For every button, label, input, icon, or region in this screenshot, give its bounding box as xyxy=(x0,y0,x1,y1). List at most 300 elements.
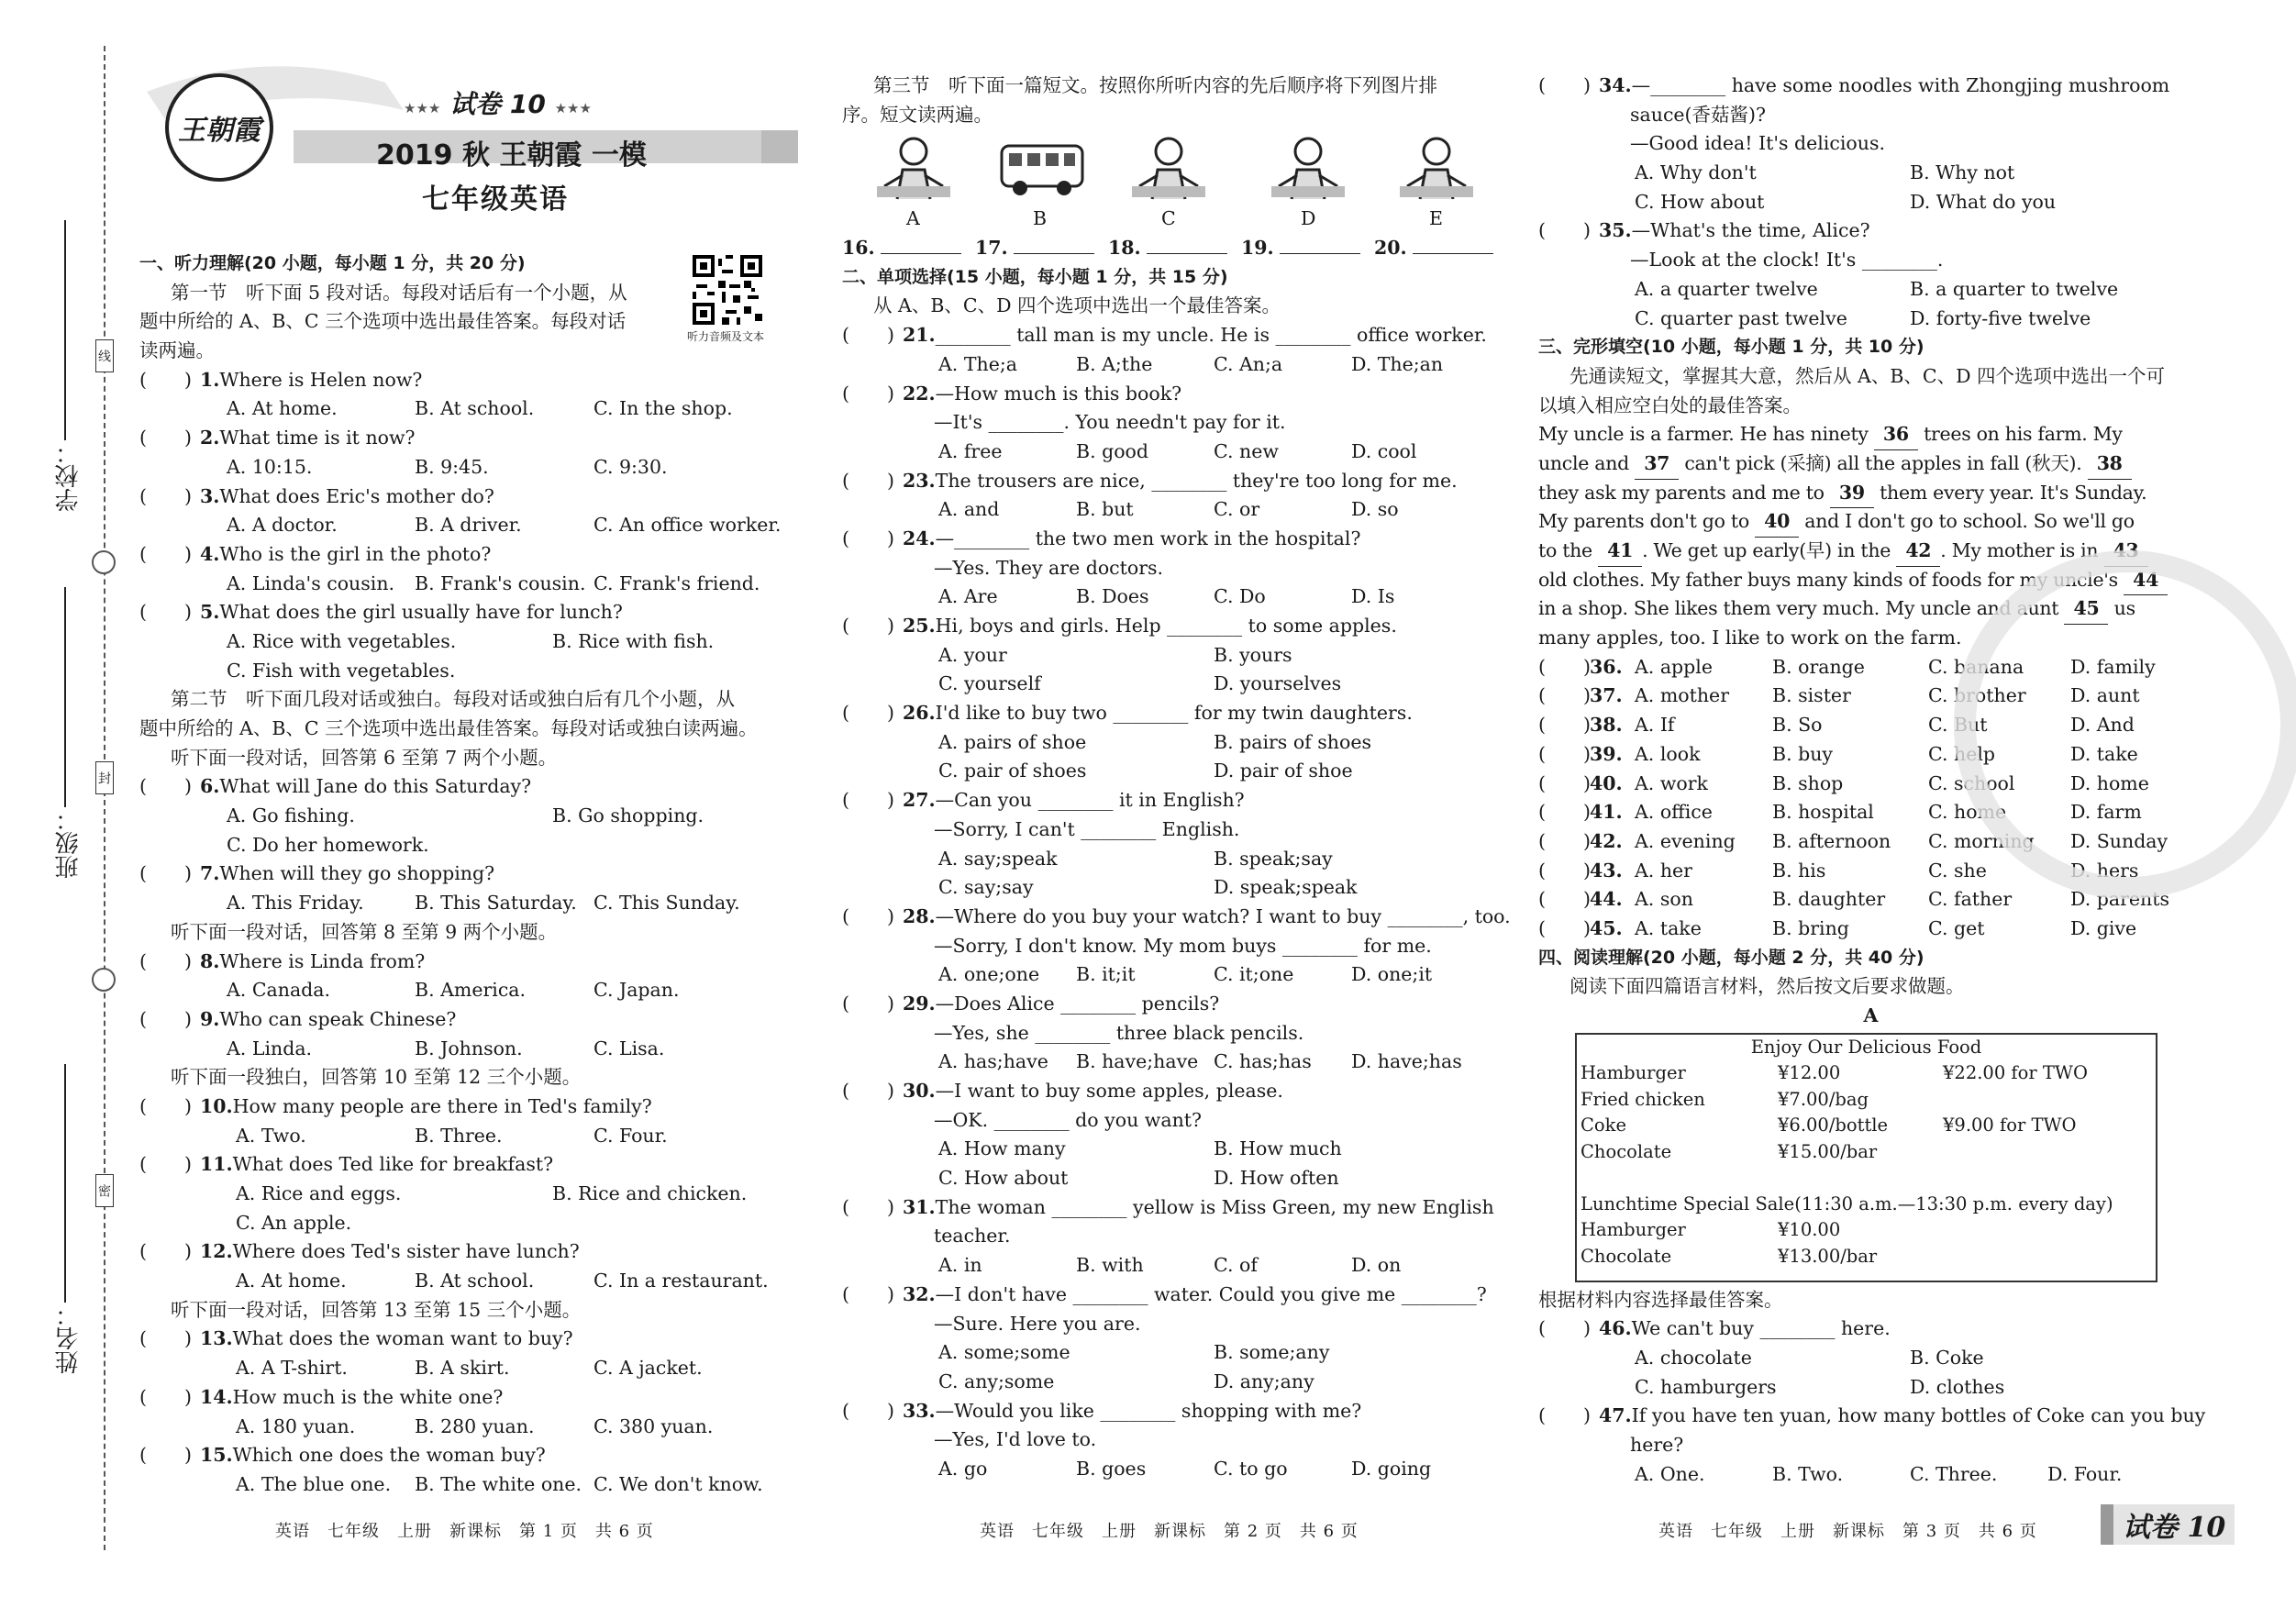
answer-option[interactable]: B. 280 yuan. xyxy=(415,1414,535,1437)
menu-special: Lunchtime Special Sale(11:30 a.m.—13:30 p.m. every day) xyxy=(1581,1192,2113,1214)
answer-option[interactable]: C. banana xyxy=(1928,655,2024,678)
cloze-blank[interactable]: 44 xyxy=(2124,566,2168,596)
question-stem xyxy=(842,903,1511,932)
answer-option[interactable]: D. cool xyxy=(1351,439,1417,462)
answer-bracket[interactable]: ( ) xyxy=(842,1195,894,1218)
answer-bracket[interactable]: ( ) xyxy=(1538,888,1591,911)
answer-bracket[interactable]: ( ) xyxy=(1538,655,1591,678)
binding-hole-icon xyxy=(92,968,116,992)
answer-bracket[interactable]: ( ) xyxy=(139,542,192,565)
answer-option[interactable]: A. At home. xyxy=(227,397,338,420)
answer-option[interactable]: B. speak;say xyxy=(1214,847,1333,870)
answer-option[interactable]: C. Do her homework. xyxy=(227,833,429,856)
answer-bracket[interactable]: ( ) xyxy=(1538,1404,1591,1427)
child-picture xyxy=(1264,133,1352,201)
question-text: When will they go shopping? xyxy=(219,862,495,885)
answer-option[interactable]: D. take xyxy=(2070,742,2138,765)
answer-blank[interactable] xyxy=(1241,234,1360,263)
answer-option[interactable]: A. say;speak xyxy=(938,847,1058,870)
answer-option[interactable]: A. The;a xyxy=(938,352,1017,375)
answer-option[interactable]: A. Two. xyxy=(236,1124,306,1147)
answer-option[interactable]: B. America. xyxy=(415,979,527,1002)
answer-bracket[interactable]: ( ) xyxy=(842,527,894,549)
cloze-blank[interactable]: 41 xyxy=(1598,537,1642,567)
cloze-text: them every year. It's Sunday. xyxy=(1873,481,2147,504)
answer-option[interactable]: B. it;it xyxy=(1076,963,1136,986)
answer-option[interactable]: B. At school. xyxy=(415,397,535,420)
answer-option[interactable]: A. Rice and eggs. xyxy=(236,1182,402,1204)
answer-bracket[interactable]: ( ) xyxy=(139,601,192,624)
answer-option[interactable]: B. have;have xyxy=(1076,1050,1199,1073)
answer-option[interactable]: D. on xyxy=(1351,1254,1402,1277)
class-field[interactable] xyxy=(64,587,66,807)
answer-option[interactable]: C. An office worker. xyxy=(593,514,782,537)
question-text: —How much is this book? xyxy=(935,382,1182,405)
answer-option[interactable]: D. home xyxy=(2070,771,2149,794)
answer-option[interactable]: D. The;an xyxy=(1351,352,1444,375)
option-row xyxy=(139,394,804,424)
answer-option[interactable]: A. 180 yuan. xyxy=(236,1414,356,1437)
answer-option[interactable]: D. so xyxy=(1351,498,1399,521)
option-row xyxy=(139,1413,804,1442)
answer-option[interactable]: A. The blue one. xyxy=(236,1472,392,1495)
answer-option[interactable]: B. pairs of shoes xyxy=(1214,730,1371,753)
option-row xyxy=(842,641,1503,671)
answer-option[interactable]: A. office xyxy=(1635,801,1713,824)
answer-option[interactable]: B. orange xyxy=(1772,655,1865,678)
answer-option[interactable]: A. look xyxy=(1635,742,1701,765)
answer-option[interactable]: B xyxy=(1033,207,1048,230)
answer-option[interactable]: D. aunt xyxy=(2070,684,2140,707)
answer-option[interactable]: B. Three. xyxy=(415,1124,503,1147)
menu-cell: Hamburger xyxy=(1581,1062,1686,1084)
answer-bracket[interactable]: ( ) xyxy=(139,484,192,507)
answer-bracket[interactable]: ( ) xyxy=(1538,74,1591,96)
answer-bracket[interactable]: ( ) xyxy=(139,1153,192,1176)
answer-bracket[interactable]: ( ) xyxy=(139,1385,192,1408)
answer-option[interactable]: D. Is xyxy=(1351,585,1395,608)
question-number: 1. xyxy=(200,368,220,391)
logo-seal xyxy=(165,73,273,182)
cloze-blank[interactable]: 36 xyxy=(1874,420,1918,450)
question-number: 5. xyxy=(200,601,220,624)
question-text: What does Ted like for breakfast? xyxy=(232,1153,554,1176)
answer-option[interactable]: A. free xyxy=(938,439,1003,462)
answer-option[interactable]: A. your xyxy=(938,643,1007,666)
answer-option[interactable]: A xyxy=(906,207,920,230)
answer-option[interactable]: B. with xyxy=(1076,1254,1144,1277)
answer-option[interactable]: D. How often xyxy=(1214,1167,1339,1190)
question-text: Where is Helen now? xyxy=(219,368,423,391)
question-text: What will Jane do this Saturday? xyxy=(219,775,532,798)
answer-option[interactable]: B. At school. xyxy=(415,1270,535,1292)
answer-bracket[interactable]: ( ) xyxy=(139,1007,192,1030)
answer-bracket[interactable]: ( ) xyxy=(139,1094,192,1117)
answer-blank[interactable] xyxy=(842,234,961,263)
answer-option[interactable]: A. and xyxy=(938,498,1000,521)
answer-option[interactable]: C. In a restaurant. xyxy=(593,1270,769,1292)
answer-option[interactable]: A. go xyxy=(938,1457,988,1480)
answer-option[interactable]: A. Linda's cousin. xyxy=(227,571,395,594)
answer-option[interactable]: C. yourself xyxy=(938,672,1041,695)
answer-option[interactable]: B. some;any xyxy=(1214,1341,1330,1364)
answer-option[interactable]: A. Rice with vegetables. xyxy=(227,629,457,652)
name-field[interactable] xyxy=(64,1064,66,1303)
option-row xyxy=(139,1035,804,1064)
answer-bracket[interactable]: ( ) xyxy=(1538,714,1591,737)
answer-option[interactable]: B. A;the xyxy=(1076,352,1153,375)
answer-option[interactable]: D. hers xyxy=(2070,859,2139,882)
question-text: Where is Linda from? xyxy=(219,949,426,972)
answer-blank[interactable] xyxy=(975,234,1094,263)
answer-blank[interactable] xyxy=(1108,234,1227,263)
answer-option[interactable]: B. Coke xyxy=(1910,1347,1984,1370)
answer-option[interactable]: C xyxy=(1161,207,1176,230)
answer-option[interactable]: A. One. xyxy=(1635,1462,1705,1485)
answer-bracket[interactable]: ( ) xyxy=(1538,742,1591,765)
answer-option[interactable]: C. Do xyxy=(1214,585,1266,608)
answer-option[interactable]: C. 9:30. xyxy=(593,455,668,478)
instruction-text: many apples, too. I like to work on the farm. xyxy=(1538,627,1962,649)
answer-option[interactable]: C. morning xyxy=(1928,829,2035,852)
answer-option[interactable]: B. Go shopping. xyxy=(552,804,704,827)
answer-option[interactable]: A. work xyxy=(1635,771,1708,794)
cloze-text: they ask my parents and me to xyxy=(1538,481,1830,504)
answer-bracket[interactable]: ( ) xyxy=(842,382,894,405)
answer-option[interactable]: C. school xyxy=(1928,771,2015,794)
answer-option[interactable]: A. Are xyxy=(938,585,998,608)
answer-bracket[interactable]: ( ) xyxy=(1538,1317,1591,1340)
answer-option[interactable]: B. sister xyxy=(1772,684,1851,707)
answer-option[interactable]: C. to go xyxy=(1214,1457,1288,1480)
answer-option[interactable]: A. has;have xyxy=(938,1050,1048,1073)
answer-blanks-row xyxy=(842,234,1503,263)
answer-bracket[interactable]: ( ) xyxy=(842,1282,894,1305)
instruction-text: 阅读下面四篇语言材料，然后按文后要求做题。 xyxy=(1569,975,1965,998)
answer-option[interactable]: B. A skirt. xyxy=(415,1357,510,1380)
answer-bracket[interactable]: ( ) xyxy=(139,862,192,885)
answer-blank[interactable] xyxy=(1374,234,1493,263)
question-line: —Yes, I'd love to. xyxy=(934,1428,1097,1451)
answer-option[interactable]: A. a quarter twelve xyxy=(1635,277,1818,300)
answer-bracket[interactable]: ( ) xyxy=(139,1240,192,1263)
answer-option[interactable]: C. But xyxy=(1928,714,1988,737)
option-row xyxy=(842,495,1503,525)
answer-option[interactable]: B. Does xyxy=(1076,585,1149,608)
answer-bracket[interactable]: ( ) xyxy=(842,789,894,812)
question-number: 6. xyxy=(200,775,220,798)
answer-option[interactable]: A. At home. xyxy=(236,1270,347,1292)
blank-number: 16. xyxy=(842,237,875,260)
answer-bracket[interactable]: ( ) xyxy=(1538,684,1591,707)
answer-option[interactable]: A. A T-shirt. xyxy=(236,1357,348,1380)
answer-option[interactable]: B. but xyxy=(1076,498,1134,521)
answer-option[interactable]: C. has;has xyxy=(1214,1050,1312,1073)
cloze-blank[interactable]: 40 xyxy=(1755,507,1799,538)
answer-bracket[interactable]: ( ) xyxy=(1538,829,1591,852)
answer-option[interactable]: C. say;say xyxy=(938,876,1034,899)
answer-option[interactable]: B. So xyxy=(1772,714,1823,737)
answer-option[interactable]: B. Frank's cousin. xyxy=(415,571,586,594)
answer-option[interactable]: A. apple xyxy=(1635,655,1713,678)
question-number: 13. xyxy=(200,1327,233,1350)
answer-option[interactable]: C. An;a xyxy=(1214,352,1283,375)
answer-option[interactable]: C. home xyxy=(1928,801,2007,824)
option-row xyxy=(139,802,804,831)
answer-option[interactable]: A. 10:15. xyxy=(227,455,313,478)
answer-option[interactable]: B. Rice with fish. xyxy=(552,629,715,652)
answer-option[interactable]: B. a quarter to twelve xyxy=(1910,277,2119,300)
answer-option[interactable]: C. brother xyxy=(1928,684,2026,707)
question-number: 45. xyxy=(1590,916,1623,939)
cloze-blank[interactable]: 37 xyxy=(1635,449,1679,480)
question-number: 9. xyxy=(200,1007,220,1030)
answer-bracket[interactable]: ( ) xyxy=(1538,219,1591,242)
answer-option[interactable]: A. pairs of shoe xyxy=(938,730,1087,753)
answer-option[interactable]: C. An apple. xyxy=(236,1211,352,1234)
answer-option[interactable]: C. or xyxy=(1214,498,1260,521)
answer-option[interactable]: A. evening xyxy=(1635,829,1736,852)
answer-option[interactable]: B. Rice and chicken. xyxy=(552,1182,748,1204)
answer-option[interactable]: D. going xyxy=(1351,1457,1432,1480)
answer-bracket[interactable]: ( ) xyxy=(1538,801,1591,824)
cloze-option-row xyxy=(1538,915,2203,944)
answer-option[interactable]: B. bring xyxy=(1772,916,1849,939)
cloze-text: in a shop. She likes them very much. My uncle and aunt xyxy=(1538,597,2065,620)
answer-bracket[interactable]: ( ) xyxy=(1538,859,1591,882)
answer-option[interactable]: B. buy xyxy=(1772,742,1834,765)
answer-option[interactable]: B. goes xyxy=(1076,1457,1147,1480)
question-stem xyxy=(1538,216,2203,246)
answer-option[interactable]: B. yours xyxy=(1214,643,1292,666)
instruction-text: 读两遍。 xyxy=(139,339,215,362)
answer-option[interactable]: D. family xyxy=(2070,655,2156,678)
answer-option[interactable]: B. good xyxy=(1076,439,1149,462)
question-number: 30. xyxy=(903,1080,936,1102)
answer-option[interactable]: C. A jacket. xyxy=(593,1357,703,1380)
option-row xyxy=(842,845,1503,874)
answer-option[interactable]: D. give xyxy=(2070,916,2137,939)
answer-option[interactable]: C. Frank's friend. xyxy=(593,571,760,594)
question-number: 29. xyxy=(903,992,936,1015)
question-stem xyxy=(842,467,1503,496)
answer-option[interactable]: A. If xyxy=(1635,714,1675,737)
answer-bracket[interactable]: ( ) xyxy=(842,324,894,347)
stars-icon: ★★★ xyxy=(554,100,592,116)
answer-option[interactable]: A. take xyxy=(1635,916,1702,939)
answer-option[interactable]: C. she xyxy=(1928,859,1987,882)
answer-option[interactable]: C. Japan. xyxy=(593,979,680,1002)
answer-bracket[interactable]: ( ) xyxy=(842,702,894,725)
question-text: ________ tall man is my uncle. He is ________ office worker. xyxy=(935,324,1487,347)
answer-option[interactable]: C. Fish with vegetables. xyxy=(227,659,456,682)
question-stem xyxy=(842,990,1503,1019)
answer-option[interactable]: B. Why not xyxy=(1910,161,2015,184)
answer-option[interactable]: B. How much xyxy=(1214,1137,1342,1160)
answer-option[interactable]: A. some;some xyxy=(938,1341,1070,1364)
answer-option[interactable]: C. get xyxy=(1928,916,1985,939)
answer-option[interactable]: A. chocolate xyxy=(1635,1347,1752,1370)
answer-option[interactable]: B. A driver. xyxy=(415,514,522,537)
answer-option[interactable]: B. his xyxy=(1772,859,1826,882)
instruction-text: 听下面一段对话，回答第 8 至第 9 两个小题。 xyxy=(171,920,558,943)
answer-option[interactable]: B. daughter xyxy=(1772,888,1886,911)
answer-option[interactable]: A. in xyxy=(938,1254,982,1277)
answer-option[interactable]: C. How about xyxy=(938,1167,1069,1190)
answer-option[interactable]: D. What do you xyxy=(1910,190,2057,213)
answer-option[interactable]: A. Why don't xyxy=(1635,161,1757,184)
school-field[interactable] xyxy=(64,220,66,440)
question-line: —Good idea! It's delicious. xyxy=(1630,132,1885,155)
answer-option[interactable]: E xyxy=(1429,207,1443,230)
answer-option[interactable]: D. farm xyxy=(2070,801,2142,824)
answer-option[interactable]: D. parents xyxy=(2070,888,2169,911)
exam-title: 2019 秋 王朝霞 一模 xyxy=(376,139,647,172)
question-number: 43. xyxy=(1590,859,1623,882)
answer-option[interactable]: C. it;one xyxy=(1214,963,1294,986)
answer-option[interactable]: C. pair of shoes xyxy=(938,760,1087,782)
answer-option[interactable]: A. How many xyxy=(938,1137,1066,1160)
answer-option[interactable]: C. any;some xyxy=(938,1370,1055,1392)
paper-title: 试卷 10 xyxy=(449,89,546,119)
question-stem xyxy=(842,525,1503,554)
answer-bracket[interactable]: ( ) xyxy=(139,775,192,798)
answer-bracket[interactable]: ( ) xyxy=(842,1080,894,1102)
instruction-text: 听下面一段对话，回答第 13 至第 15 三个小题。 xyxy=(171,1298,582,1321)
answer-option[interactable]: D. one;it xyxy=(1351,963,1433,986)
cloze-text: old clothes. My father buys many kinds of foods for my uncle's xyxy=(1538,568,2124,591)
question-number: 11. xyxy=(200,1153,233,1176)
cloze-text: us xyxy=(2108,597,2135,620)
answer-option[interactable]: C. new xyxy=(1214,439,1279,462)
answer-option[interactable]: D xyxy=(1301,207,1316,230)
answer-bracket[interactable]: ( ) xyxy=(139,427,192,449)
footer-page-1: 英语 七年级 上册 新课标 第 1 页 共 6 页 xyxy=(275,1522,654,1541)
answer-option[interactable]: C. In the shop. xyxy=(593,397,733,420)
answer-option[interactable]: A. This Friday. xyxy=(227,892,364,915)
answer-option[interactable]: C. This Sunday. xyxy=(593,892,740,915)
question-stem xyxy=(139,424,804,453)
option-row xyxy=(842,757,1503,786)
answer-option[interactable]: D. forty-five twelve xyxy=(1910,306,2091,329)
question-stem xyxy=(842,380,1503,409)
question-line: here? xyxy=(1630,1434,1684,1457)
answer-bracket[interactable]: ( ) xyxy=(139,368,192,391)
answer-option[interactable]: C. help xyxy=(1928,742,1996,765)
answer-bracket[interactable]: ( ) xyxy=(139,949,192,972)
cloze-blank[interactable]: 45 xyxy=(2064,594,2108,625)
menu-row xyxy=(1581,1113,2152,1139)
answer-bracket[interactable]: ( ) xyxy=(1538,916,1591,939)
answer-bracket[interactable]: ( ) xyxy=(139,1327,192,1350)
answer-bracket[interactable]: ( ) xyxy=(139,1444,192,1467)
answer-option[interactable]: D. clothes xyxy=(1910,1375,2005,1398)
section-heading: 一、听力理解(20 小题，每小题 1 分，共 20 分) xyxy=(139,253,526,273)
answer-option[interactable]: C. of xyxy=(1214,1254,1258,1277)
menu-cell: Fried chicken xyxy=(1581,1088,1705,1110)
question-stem xyxy=(842,1193,1503,1223)
answer-option[interactable]: C. Lisa. xyxy=(593,1037,665,1059)
question-number: 14. xyxy=(200,1385,233,1408)
answer-option[interactable]: C. Three. xyxy=(1910,1462,1998,1485)
answer-option[interactable]: D. any;any xyxy=(1214,1370,1314,1392)
seal-mark-mi: 密 xyxy=(95,1174,114,1207)
menu-cell: Hamburger xyxy=(1581,1219,1686,1241)
answer-bracket[interactable]: ( ) xyxy=(1538,771,1591,794)
people-picture xyxy=(870,133,958,201)
answer-option[interactable]: B. afternoon xyxy=(1772,829,1891,852)
answer-option[interactable]: B. shop xyxy=(1772,771,1844,794)
answer-option[interactable]: D. speak;speak xyxy=(1214,876,1358,899)
answer-option[interactable]: D. yourselves xyxy=(1214,672,1342,695)
answer-option[interactable]: A. mother xyxy=(1635,684,1729,707)
stars-icon: ★★★ xyxy=(404,100,441,116)
answer-option[interactable]: C. Four. xyxy=(593,1124,668,1147)
answer-option[interactable]: D. And xyxy=(2070,714,2135,737)
answer-option[interactable]: A. A doctor. xyxy=(227,514,338,537)
answer-option[interactable]: B. Two. xyxy=(1772,1462,1844,1485)
answer-option[interactable]: C. 380 yuan. xyxy=(593,1414,714,1437)
question-text: —________ have some noodles with Zhongjing mushroom xyxy=(1631,74,2170,96)
footer-page-3: 英语 七年级 上册 新课标 第 3 页 共 6 页 xyxy=(1658,1522,2037,1541)
answer-option[interactable]: D. pair of shoe xyxy=(1214,760,1353,782)
option-row xyxy=(1538,159,2203,188)
answer-option[interactable]: A. Go fishing. xyxy=(227,804,355,827)
answer-option[interactable]: A. Linda. xyxy=(227,1037,313,1059)
question-number: 35. xyxy=(1599,219,1632,242)
answer-bracket[interactable]: ( ) xyxy=(842,615,894,637)
answer-option[interactable]: B. 9:45. xyxy=(415,455,489,478)
question-text: —I don't have ________ water. Could you give me ________? xyxy=(935,1282,1487,1305)
question-stem xyxy=(139,1237,804,1267)
answer-option[interactable]: C. quarter past twelve xyxy=(1635,306,1847,329)
cloze-text: . We get up early(早) in the xyxy=(1642,539,1897,561)
answer-option[interactable]: D. Four. xyxy=(2047,1462,2123,1485)
cloze-blank[interactable]: 38 xyxy=(2088,449,2132,480)
answer-option[interactable]: C. How about xyxy=(1635,190,1765,213)
menu-row xyxy=(1581,1060,2152,1087)
cloze-blank[interactable]: 42 xyxy=(1896,537,1940,567)
answer-option[interactable]: C. father xyxy=(1928,888,2013,911)
question-stem xyxy=(842,1281,1503,1310)
cloze-blank[interactable]: 39 xyxy=(1830,479,1874,509)
answer-option[interactable]: B. hospital xyxy=(1772,801,1874,824)
answer-option[interactable]: B. The white one. xyxy=(415,1472,582,1495)
answer-option[interactable]: A. Canada. xyxy=(227,979,331,1002)
answer-option[interactable]: C. We don't know. xyxy=(593,1472,763,1495)
question-text: —________ the two men work in the hospital? xyxy=(935,527,1361,549)
answer-option[interactable]: A. son xyxy=(1635,888,1693,911)
answer-option[interactable]: A. one;one xyxy=(938,963,1040,986)
answer-option[interactable]: D. have;has xyxy=(1351,1050,1462,1073)
answer-option[interactable]: C. hamburgers xyxy=(1635,1375,1777,1398)
cloze-blank[interactable]: 43 xyxy=(2104,537,2148,567)
menu-cell: Chocolate xyxy=(1581,1140,1672,1162)
question-number: 34. xyxy=(1599,74,1632,96)
answer-bracket[interactable]: ( ) xyxy=(842,904,894,927)
answer-option[interactable]: D. Sunday xyxy=(2070,829,2168,852)
answer-option[interactable]: B. Johnson. xyxy=(415,1037,523,1059)
boy-picture xyxy=(1125,133,1213,201)
answer-bracket[interactable]: ( ) xyxy=(842,1399,894,1422)
menu-cell: ¥15.00/bar xyxy=(1778,1140,1878,1162)
answer-bracket[interactable]: ( ) xyxy=(842,992,894,1015)
answer-option[interactable]: B. This Saturday. xyxy=(415,892,577,915)
answer-bracket[interactable]: ( ) xyxy=(842,469,894,492)
answer-option[interactable]: A. her xyxy=(1635,859,1692,882)
question-number: 15. xyxy=(200,1444,233,1467)
instruction-text: 听下面一段独白，回答第 10 至第 12 三个小题。 xyxy=(171,1066,582,1089)
